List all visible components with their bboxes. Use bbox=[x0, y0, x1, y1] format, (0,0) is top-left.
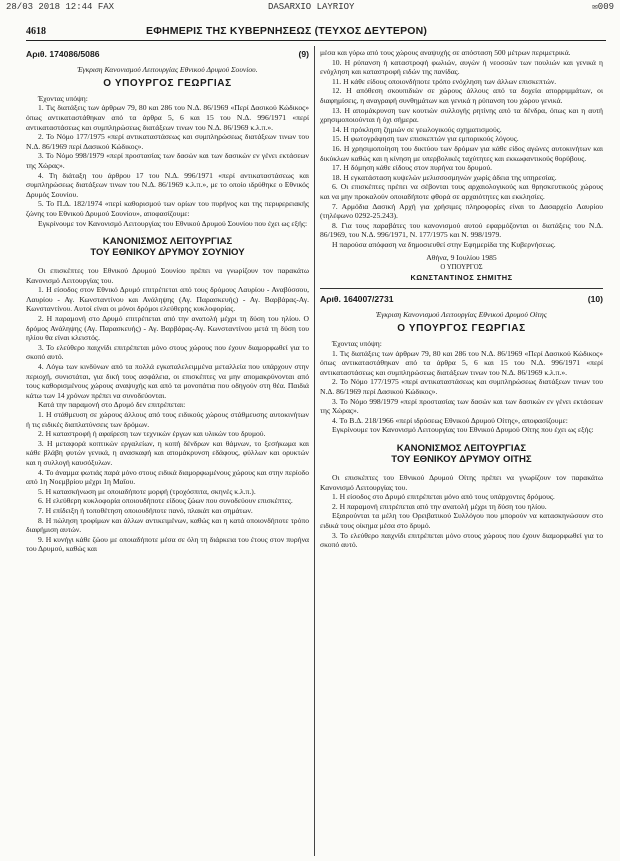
article: 18. Η εγκατάσταση κυψελών μελισσοσμηνών χωρίς άδεια της υπηρεσίας. bbox=[332, 172, 557, 182]
decision-heading-9 bbox=[26, 50, 309, 60]
article: 7. Η επίδειξη ή τοποθέτηση οποιουδήποτε πανό, πλακάτ και σημάτων. bbox=[38, 505, 253, 515]
consideration: 2. Το Νόμο 177/1975 «περί αντικαταστάσεως και συμπληρώσεως διατάξεων τινων του Ν.Δ. 86/1969 περί Δασικού Κώδικος». bbox=[26, 132, 309, 151]
minister-heading: Ο ΥΠΟΥΡΓΟΣ ΓΕΩΡΓΙΑΣ bbox=[397, 323, 526, 335]
regulation-title bbox=[26, 236, 309, 258]
article: 1. Η είσοδος στον Εθνικό Δρυμό επιτρέπεται από τους δρόμους Λαυρίου - Αναβύσσου, Λαυρίου - Αγ. Κωνσταντίνου και Ανάληψης (Αγ. Παρασκευής) - Αγ. Βαρβάρας-Αγ. Κωνσταντίνου. Αυτοί είναι οι μόνοι δρόμοι ελεύθερης κυκλοφορίας. bbox=[26, 285, 309, 314]
having-regard: Έχοντας υπόψη: bbox=[38, 93, 88, 103]
consideration: 1. Τις διατάξεις των άρθρων 79, 80 και 286 του Ν.Δ. 86/1969 «Περί Δασικού Κώδικος» όπως αντικαταστάθηκαν από τα άρθρα 5, 6 και 15 του Ν.Δ. 996/1971 «περί αντικαταστάσεως και συμπληρώσεως διατάξεων τινων του Ν.Δ. 86/1969 κ.λ.π.». bbox=[26, 103, 309, 132]
approval-text: Εγκρίνουμε τον Κανονισμό Λειτουργίας του Εθνικού Δρυμού Οίτης που έχει ως εξής: bbox=[332, 425, 594, 435]
fax-header bbox=[6, 2, 614, 14]
decision-separator bbox=[320, 288, 603, 289]
decision-number: Αριθ. 164007/2731 bbox=[320, 294, 394, 305]
minister-heading: Ο ΥΠΟΥΡΓΟΣ ΓΕΩΡΓΙΑΣ bbox=[103, 78, 232, 90]
article: 9. Η κυνήγι κάθε ζώου με οποιαδήποτε μέσα σε όλη τη διάρκεια του έτους στον πυρήνα του Δρυμού, καθώς και bbox=[26, 534, 309, 554]
article: 2. Η καταστροφή ή αφαίρεση των τεχνικών έργων και υλικών του δρυμού. bbox=[38, 429, 266, 439]
article: 12. Η απόθεση σκουπιδιών σε χώρους άλλους από τα δοχεία απορριμμάτων, οι διαφημίσεις, η αναγραφή συνθημάτων και γενικά η ρύπανση του χώρου γενικά. bbox=[320, 86, 603, 105]
consideration: 4. Τη διάταξη του άρθρου 17 του Ν.Δ. 996/1971 «περί αντικαταστάσεως και συμπληρώσεως διατάξεων τινων του Ν.Δ. 86/1969 κ.λ.π.», με το οποίο ιδρύθηκε ο Εθνικός Δρυμός Σουνίου. bbox=[26, 170, 309, 199]
approval-text: Εγκρίνουμε τον Κανονισμό Λειτουργίας του Εθνικού Δρυμού Σουνίου που έχει ως εξής: bbox=[38, 218, 308, 228]
right-column bbox=[320, 48, 603, 856]
regulation-title-line-1: ΚΑΝΟΝΙΣΜΟΣ ΛΕΙΤΟΥΡΓΙΑΣ bbox=[396, 442, 527, 454]
regulation-title-line-2: ΤΟΥ ΕΘΝΙΚΟΥ ΔΡΥΜΟΥ ΣΟΥΝΙΟΥ bbox=[90, 247, 245, 259]
article: 4. Το άναμμα φωτιάς παρά μόνο στους ειδικά διαμορφωμένους χώρους και στην περίοδο από 1η Νοεμβρίου μέχρι 1η Μαΐου. bbox=[26, 467, 309, 487]
regulation-title-line-2: ΤΟΥ ΕΘΝΙΚΟΥ ΔΡΥΜΟΥ ΟΙΤΗΣ bbox=[391, 453, 532, 465]
article: 2. Η παραμονή στο Δρυμό επιτρέπεται από την ανατολή μέχρι τη δύση του ηλίου. Ο δρόμος Ανάληψης (Αγ. Παρασκευής) - Αγ. Βαρβάρας-Αγ. Κωνσταντίνου μετά τη δύση του ηλίου θα είναι κλειστός. bbox=[26, 314, 309, 343]
article: 11. Η κάθε είδους οποιονδήποτε τρόπο ενόχληση των άλλων επισκεπτών. bbox=[332, 76, 557, 86]
decision-heading-10 bbox=[320, 295, 603, 305]
publication-order: Η παρούσα απόφαση να δημοσιευθεί στην Εφημερίδα της Κυβερνήσεως. bbox=[332, 239, 556, 249]
article: 3. Η μεταφορά κοπτικών εργαλείων, η κοπή δένδρων και θάμνων, το ξεσήκωμα και κάθε βλάβη φυτών γενικά, η ανασκαφή και απομάκρυνση εδάφους, φύλλων και ορυκτών και η συλλογή καυσόξυλων. bbox=[26, 438, 309, 467]
consideration: 1. Τις διατάξεις των άρθρων 79, 80 και 286 του Ν.Δ. 86/1969 «Περί Δασικού Κώδικος» όπως αντικαταστάθηκαν από τα άρθρα 5, 6 και 15 του Ν.Δ. 996/1971 «περί αντικαταστάσεως και συμπληρώσεως διατάξεων τινων του Ν.Δ. 86/1969 κ.λ.π.». bbox=[320, 348, 603, 377]
decision-subject: Έγκριση Κανονισμού Λειτουργίας Εθνικού Δρυμού Οίτης bbox=[376, 309, 547, 319]
fax-page-number: ✉009 bbox=[592, 2, 614, 12]
article: Κατά την παραμονή στο Δρυμό δεν επιτρέπεται: bbox=[38, 400, 186, 410]
having-regard: Έχοντας υπόψη: bbox=[332, 339, 382, 349]
article: 8. Για τους παραβάτες του κανονισμού αυτού εφαρμόζονται οι διατάξεις του Ν.Δ. 86/1969, του Ν.Δ. 996/1971, Ν. 177/1975 και Ν. 998/1979. bbox=[320, 220, 603, 240]
left-column bbox=[26, 48, 309, 856]
article: 17. Η δόμηση κάθε είδους στον πυρήνα του δρυμού. bbox=[332, 163, 492, 173]
article: 13. Η απομάκρυνση των κουτιών συλλογής ρητίνης από τα δένδρα, όπως και η αυτή χρησιμοποιούνται ή όχι σήμερα. bbox=[320, 105, 603, 125]
article: 4. Λόγω των κινδύνων από τα πολλά εγκαταλελειμμένα μεταλλεία που υπάρχουν στην περιοχή, συνιστάται, για δική τους ασφάλεια, οι επισκέπτες να μην απομακρύνονται από τους καθορισμένους χώρους αναψυχής και από τα μονοπάτια που οδηγούν στη θέα. Παιδιά κάτω των 14 χρόνων πρέπει να συνοδεύονται. bbox=[26, 362, 309, 400]
article: 5. Η κατασκήνωση με οποιαδήποτε μορφή (τροχόσπιτα, σκηνές κ.λ.π.). bbox=[38, 486, 256, 496]
page-header bbox=[26, 24, 606, 41]
article: 10. Η ρύπανση ή καταστροφή φωλιών, αυγών ή νεοσσών των πουλιών και γενικά η ενόχληση και καταστροφή ειδών της πανίδας. bbox=[320, 57, 603, 77]
article: 8. Η πώληση τροφίμων και άλλων αντικειμένων, καθώς και η κατά οποιονδήποτε τρόπο διαφήμιση αυτών. bbox=[26, 515, 309, 535]
article: 6. Οι επισκέπτες πρέπει να σέβονται τους αρχαιολογικούς και θρησκευτικούς χώρους και να μην προκαλούν οποιαδήποτε φθορά σε αρχαιότητες και εκκλησίες. bbox=[320, 182, 603, 201]
article: 3. Το ελεύθερο παιχνίδι επιτρέπεται μόνο στους χώρους που έχουν διαμορφωθεί για το σκοπό αυτό. bbox=[26, 342, 309, 362]
article: 16. Η χρησιμοποίηση του δικτύου των δρόμων για κάθε είδος αγώνες αυτοκινήτων και δικύκλων καθώς και η κίνηση με υπερβολικές ταχύτητες και εκκωφαντικούς θορύβους. bbox=[320, 143, 603, 163]
article: 7. Αρμόδια Δασική Αρχή για χρήσιμες πληροφορίες είναι το Δασαρχείο Λαυρίου (τηλέφωνο 0292-25.243). bbox=[320, 201, 603, 221]
gazette-title: ΕΦΗΜΕΡΙΣ ΤΗΣ ΚΥΒΕΡΝΗΣΕΩΣ (ΤΕΥΧΟΣ ΔΕΥΤΕΡΟΝ) bbox=[146, 25, 428, 37]
consideration: 3. Το Νόμο 998/1979 «περί προστασίας των δασών και των δασικών εν γένει εκτάσεων της Χώρας». bbox=[26, 151, 309, 170]
article: 2. Η παραμονή επιτρέπεται από την ανατολή μέχρι τη δύση του ηλίου. bbox=[332, 501, 547, 511]
decision-index: (10) bbox=[587, 294, 603, 305]
fax-sender: DASARXIO LAYRIOY bbox=[268, 2, 355, 12]
consideration: 3. Το Νόμο 998/1979 «περί προστασίας των δασών και των δασικών εν γένει εκτάσεων της Χώρας». bbox=[320, 396, 603, 416]
decision-subject: Έγκριση Κανονισμού Λειτουργίας Εθνικού Δρυμού Σουνίου. bbox=[77, 64, 258, 74]
regulation-title-line-1: ΚΑΝΟΝΙΣΜΟΣ ΛΕΙΤΟΥΡΓΙΑΣ bbox=[102, 236, 233, 248]
signature-name: ΚΩΝΣΤΑΝΤΙΝΟΣ ΣΗΜΙΤΗΣ bbox=[410, 272, 513, 282]
regulation-title bbox=[320, 443, 603, 465]
decision-index: (9) bbox=[298, 49, 309, 59]
regulation-intro: Οι επισκέπτες του Εθνικού Δρυμού Σουνίου πρέπει να γνωρίζουν τον παρακάτω Κανονισμό Λειτουργίας του. bbox=[26, 266, 309, 285]
article: Εξαιρούνται τα μέλη του Ορειβατικού Συλλόγου που μπορούν να κατασκηνώσουν στο ειδικά τους οίκημα μέσα στο δρυμό. bbox=[320, 511, 603, 530]
article: 1. Η είσοδος στο Δρυμό επιτρέπεται μόνο από τους υπάρχοντες δρόμους. bbox=[332, 492, 555, 502]
consideration: 5. Το Π.Δ. 182/1974 «περί καθορισμού των ορίων του πυρήνος και της περιφερειακής ζώνης του Εθνικού Δρυμού Σουνίου», αποφασίζουμε: bbox=[26, 199, 309, 218]
signature-role: Ο ΥΠΟΥΡΓΟΣ bbox=[440, 264, 483, 272]
page-number: 4618 bbox=[26, 26, 46, 37]
regulation-intro: Οι επισκέπτες του Εθνικού Δρυμού Οίτης πρέπει να γνωρίζουν τον παρακάτω Κανονισμό Λειτουργίας του. bbox=[320, 472, 603, 492]
article: 3. Το ελεύθερο παιχνίδι επιτρέπεται μόνο στους χώρους που έχουν διαμορφωθεί για το σκοπό αυτό. bbox=[320, 530, 603, 550]
column-divider bbox=[314, 46, 315, 856]
article: 15. Η φωτογράφηση των επισκεπτών για εμπορικούς λόγους. bbox=[332, 134, 519, 144]
consideration: 2. Το Νόμο 177/1975 «περί αντικαταστάσεως και συμπληρώσεως διατάξεων τινων του Ν.Δ. 86/1969 περί Δασικού Κώδικος». bbox=[320, 377, 603, 396]
article: 14. Η πρόκληση ζημιών σε γεωλογικούς σχηματισμούς. bbox=[332, 124, 502, 134]
decision-number: Αριθ. 174086/5086 bbox=[26, 49, 100, 59]
signature-place-date: Αθήνα, 9 Ιουλίου 1985 bbox=[426, 253, 497, 263]
continuation-text: μέσα και γύρω από τους χώρους αναψυχής σε απόσταση 500 μέτρων περιμετρικά. bbox=[320, 48, 571, 57]
consideration: 4. Το Β.Δ. 218/1966 «περί ιδρύσεως Εθνικού Δρυμού Οίτης», αποφασίζουμε: bbox=[332, 415, 568, 425]
fax-timestamp: 28/03 2018 12:44 FAX bbox=[6, 2, 115, 12]
article: 6. Η ελεύθερη κυκλοφορία οποιουδήποτε είδους ζώων που συνοδεύουν επισκέπτες. bbox=[38, 496, 293, 506]
article: 1. Η στάθμευση σε χώρους άλλους από τους ειδικούς χώρους στάθμευσης αυτοκινήτων ή τις ειδικές διαπλατύνσεις των δρόμων. bbox=[26, 410, 309, 429]
